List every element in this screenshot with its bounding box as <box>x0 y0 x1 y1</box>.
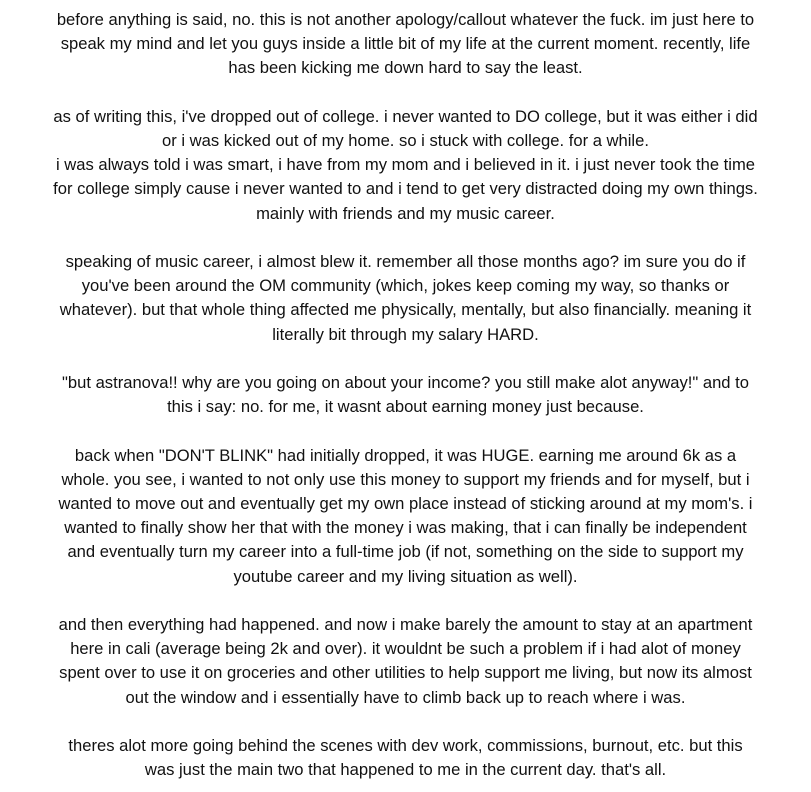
paragraph-2 <box>8 105 803 226</box>
text-line: "but astranova!! why are you going on about your income? you still make alot anyway!" and to <box>62 373 749 392</box>
text-line: wanted to move out and eventually get my own place instead of sticking around at my mom's. i <box>58 494 753 513</box>
text-line: you've been around the OM community (which, jokes keep coming my way, so thanks or <box>81 276 730 296</box>
text-line: was just the main two that happened to me in the current day. that's all. <box>144 760 667 780</box>
text-line: or i was kicked out of my home. so i stuck with college. for a while. <box>162 131 649 150</box>
text-line: wanted to finally show her that with the money i was making, that i can finally be independent <box>64 518 747 538</box>
paragraph-3 <box>8 250 803 347</box>
text-line: literally bit through my salary HARD. <box>272 324 539 344</box>
text-line: spent over to use it on groceries and other utilities to help support me living, but now its almost <box>59 663 752 683</box>
text-line: i was always told i was smart, i have from my mom and i believed in it. i just never took the time <box>55 155 756 175</box>
text-line: theres alot more going behind the scenes with dev work, commissions, burnout, etc. but this <box>68 736 743 755</box>
text-line: out the window and i essentially have to climb back up to reach where i was. <box>125 687 686 707</box>
text-line: youtube career and my living situation as well). <box>233 566 578 586</box>
text-line: mainly with friends and my music career. <box>256 203 555 223</box>
text-line: speaking of music career, i almost blew it. remember all those months ago? im sure you do if <box>65 252 746 271</box>
text-line: speak my mind and let you guys inside a little bit of my life at the current moment. recently, life <box>60 34 751 54</box>
text-line: whatever). but that whole thing affected me physically, mentally, but also financially. meaning it <box>59 300 752 320</box>
paragraph-1 <box>8 8 803 81</box>
text-line: this i say: no. for me, it wasnt about earning money just because. <box>167 397 644 417</box>
text-line: as of writing this, i've dropped out of college. i never wanted to DO college, but it was either i did <box>53 106 758 126</box>
text-line: for college simply cause i never wanted to and i tend to get very distracted doing my own things. <box>53 179 758 199</box>
text-line: here in cali (average being 2k and over). it wouldnt be such a problem if i had alot of money <box>70 639 741 659</box>
text-line: back when "DON'T BLINK" had initially dropped, it was HUGE. earning me around 6k as a <box>74 445 737 465</box>
text-line: has been kicking me down hard to say the least. <box>228 58 583 78</box>
paragraph-7 <box>8 734 803 782</box>
paragraph-4 <box>8 371 803 419</box>
text-line: whole. you see, i wanted to not only use this money to support my friends and for myself, but i <box>61 469 750 489</box>
text-line: and then everything had happened. and now i make barely the amount to stay at an apartment <box>58 615 753 634</box>
text-line: before anything is said, no. this is not another apology/callout whatever the fuck. im just here to <box>56 10 755 29</box>
paragraph-5 <box>8 444 803 589</box>
text-line: and eventually turn my career into a full-time job (if not, something on the side to support my <box>67 542 744 562</box>
paragraph-6 <box>8 613 803 710</box>
